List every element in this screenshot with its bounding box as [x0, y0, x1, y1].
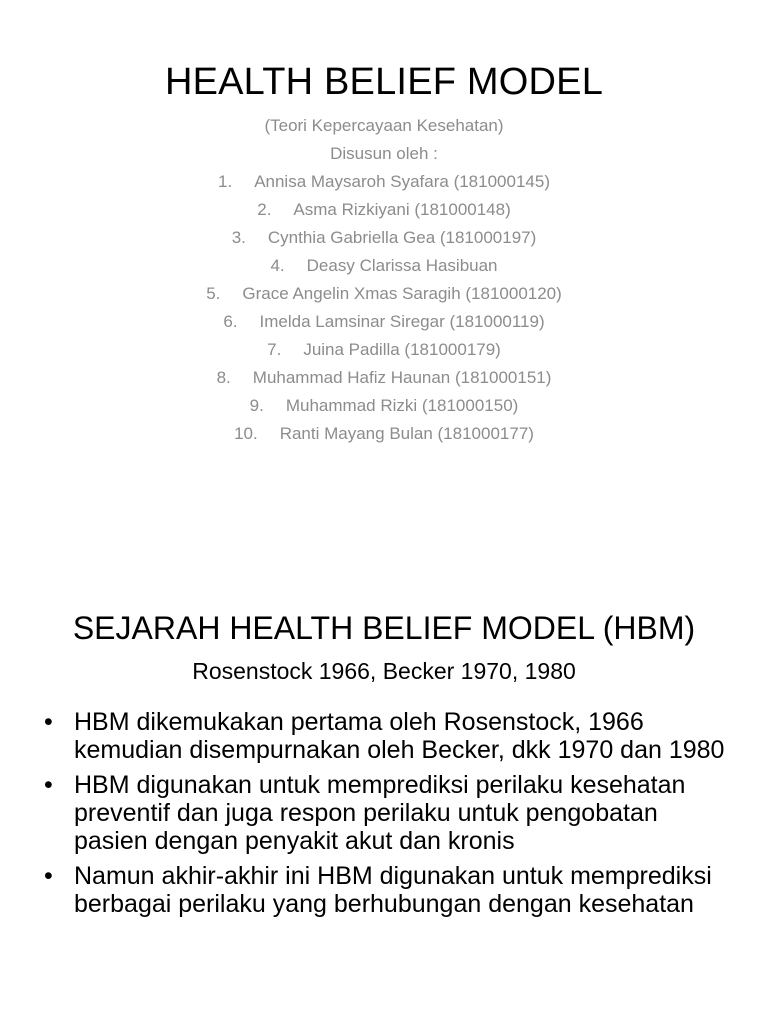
bullet-text: HBM digunakan untuk memprediksi perilaku kesehatan preventif dan juga respon perilaku untuk pengobatan pasien dengan penyakit akut dan kronis — [74, 771, 686, 855]
bullet-item — [44, 862, 734, 918]
author-name: Grace Angelin Xmas Saragih (181000120) — [242, 284, 562, 303]
author-number: 6. — [223, 312, 238, 331]
bullet-icon: • — [44, 862, 53, 890]
bullet-icon: • — [44, 771, 53, 799]
author-number: 2. — [257, 200, 272, 219]
slide-subtitle: Rosenstock 1966, Becker 1970, 1980 — [192, 658, 576, 684]
author-name: Deasy Clarissa Hasibuan — [306, 256, 498, 275]
author-number: 4. — [270, 256, 285, 275]
author-name: Cynthia Gabriella Gea (181000197) — [267, 228, 537, 247]
bullet-text: HBM dikemukakan pertama oleh Rosenstock, 1966 kemudian disempurnakan oleh Becker, dkk 1970 dan 1980 — [74, 708, 725, 764]
bullet-item — [44, 771, 734, 855]
author-number: 1. — [218, 172, 233, 191]
author-name: Imelda Lamsinar Siregar (181000119) — [259, 312, 545, 331]
slide-title: HEALTH BELIEF MODEL — [164, 61, 604, 103]
author-name: Ranti Mayang Bulan (181000177) — [279, 424, 534, 443]
slide-subtitle: (Teori Kepercayaan Kesehatan) — [264, 116, 504, 135]
author-number: 3. — [231, 228, 246, 247]
author-name: Muhammad Rizki (181000150) — [285, 396, 519, 415]
bullet-text: Namun akhir-akhir ini HBM digunakan untuk memprediksi berbagai perilaku yang berhubungan dengan kesehatan — [74, 862, 712, 918]
author-list — [0, 168, 768, 448]
bullet-icon: • — [44, 708, 53, 736]
author-number: 9. — [249, 396, 264, 415]
author-item — [0, 336, 768, 364]
author-item — [0, 280, 768, 308]
author-item — [0, 224, 768, 252]
author-item — [0, 392, 768, 420]
author-item — [0, 168, 768, 196]
author-number: 10. — [234, 424, 258, 443]
prepared-by-label: Disusun oleh : — [330, 144, 438, 163]
author-item — [0, 196, 768, 224]
author-item — [0, 364, 768, 392]
author-number: 7. — [267, 340, 282, 359]
author-name: Asma Rizkiyani (181000148) — [293, 200, 511, 219]
author-name: Muhammad Hafiz Haunan (181000151) — [252, 368, 552, 387]
author-item — [0, 420, 768, 448]
bullet-item — [44, 708, 734, 764]
subtitle-block — [0, 112, 768, 448]
author-name: Annisa Maysaroh Syafara (181000145) — [254, 172, 550, 191]
author-item — [0, 308, 768, 336]
author-name: Juina Padilla (181000179) — [303, 340, 501, 359]
slide-history — [0, 512, 768, 1024]
author-number: 8. — [216, 368, 231, 387]
slide-title: SEJARAH HEALTH BELIEF MODEL (HBM) — [72, 610, 696, 646]
author-item — [0, 252, 768, 280]
bullet-list — [44, 708, 734, 925]
author-number: 5. — [206, 284, 221, 303]
